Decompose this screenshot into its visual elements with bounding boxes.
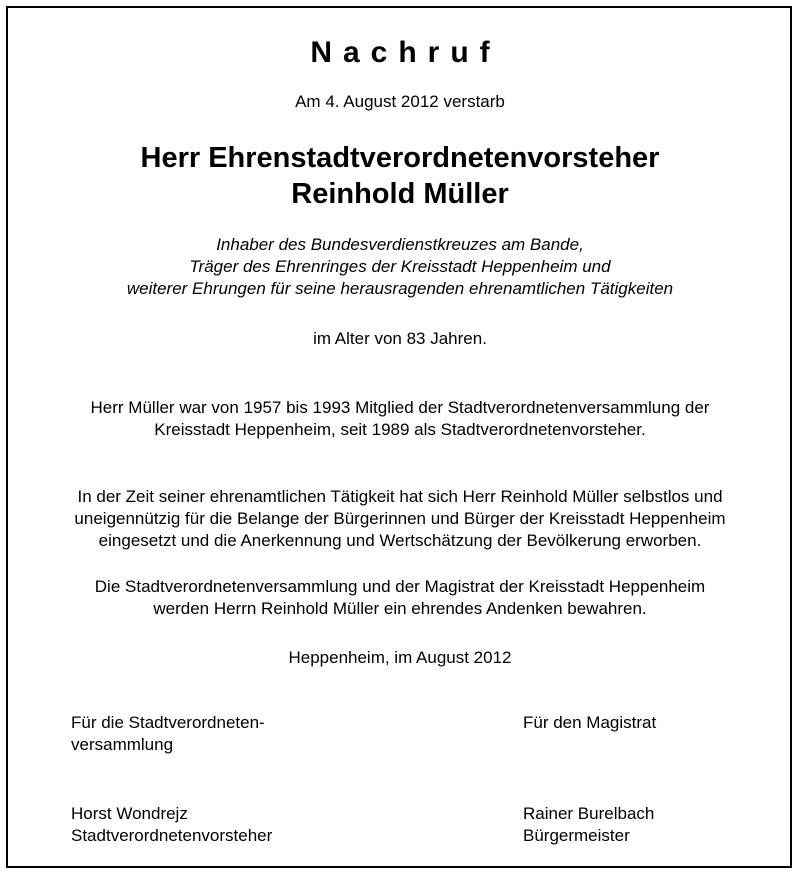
signature-right-org bbox=[523, 712, 656, 734]
signature-line: Stadtverordnetenvorsteher bbox=[71, 826, 273, 845]
paragraph-line: Kreisstadt Heppenheim, seit 1989 als Stadtverordnetenvorsteher. bbox=[154, 420, 646, 439]
honors-line: Träger des Ehrenringes der Kreisstadt Heppenheim und bbox=[189, 257, 611, 276]
signature-line: Rainer Burelbach bbox=[523, 804, 655, 823]
paragraph-remembrance bbox=[0, 576, 800, 620]
age-line: im Alter von 83 Jahren. bbox=[313, 329, 487, 348]
signature-left-org bbox=[71, 712, 265, 756]
notice-title: Nachruf bbox=[310, 36, 501, 69]
paragraph-line: uneigennützig für die Belange der Bürgerinnen und Bürger der Kreisstadt Heppenheim bbox=[74, 509, 726, 528]
signature-line: Horst Wondrejz bbox=[71, 804, 188, 823]
deceased-name: Reinhold Müller bbox=[291, 178, 509, 210]
paragraph-membership bbox=[0, 397, 800, 441]
paragraph-line: Die Stadtverordnetenversammlung und der Magistrat der Kreisstadt Heppenheim bbox=[94, 577, 706, 596]
place-date: Heppenheim, im August 2012 bbox=[288, 648, 512, 667]
paragraph-line: In der Zeit seiner ehrenamtlichen Tätigkeit hat sich Herr Reinhold Müller selbstlos und bbox=[77, 487, 723, 506]
signature-right-person bbox=[523, 803, 654, 847]
signature-left-person bbox=[71, 803, 272, 847]
deceased-title: Herr Ehrenstadtverordnetenvorsteher bbox=[140, 142, 660, 174]
signature-line: Für die Stadtverordneten- bbox=[71, 713, 265, 732]
paragraph-line: Herr Müller war von 1957 bis 1993 Mitglied der Stadtverordnetenversammlung der bbox=[90, 398, 710, 417]
signature-line: versammlung bbox=[71, 735, 174, 754]
signature-line: Bürgermeister bbox=[523, 826, 630, 845]
paragraph-service bbox=[0, 486, 800, 552]
signature-line: Für den Magistrat bbox=[523, 713, 657, 732]
paragraph-line: werden Herrn Reinhold Müller ein ehrendes Andenken bewahren. bbox=[153, 599, 647, 618]
honors-line: Inhaber des Bundesverdienstkreuzes am Bande, bbox=[216, 235, 584, 254]
paragraph-line: eingesetzt und die Anerkennung und Wertschätzung der Bevölkerung erworben. bbox=[98, 531, 702, 550]
honors-line: weiterer Ehrungen für seine herausragenden ehrenamtlichen Tätigkeiten bbox=[126, 279, 674, 298]
honors-block bbox=[0, 234, 800, 300]
death-date-line: Am 4. August 2012 verstarb bbox=[295, 92, 505, 111]
